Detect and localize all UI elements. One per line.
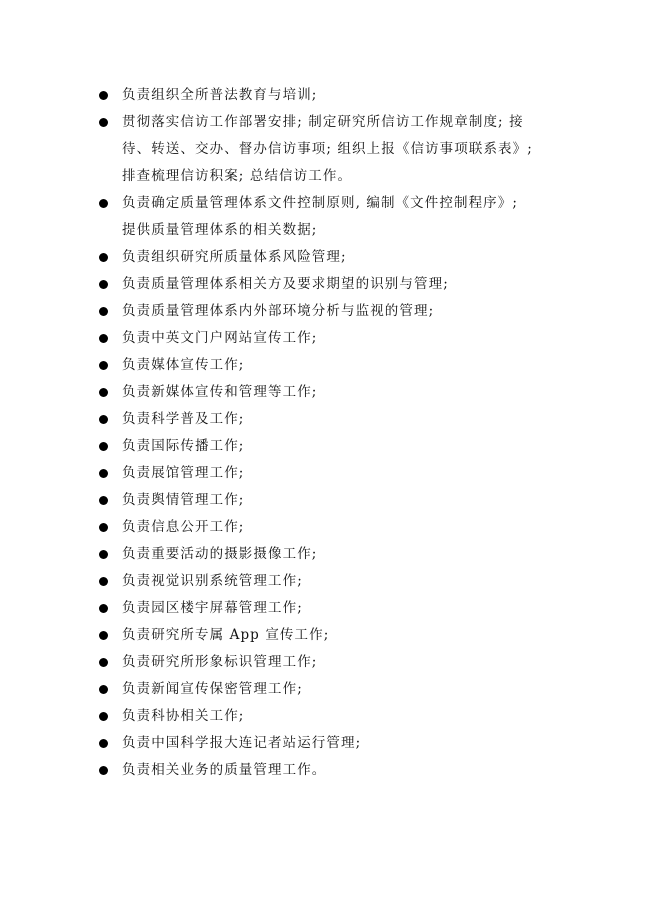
list-item-text: 负责重要活动的摄影摄像工作;	[122, 546, 318, 562]
bullet-icon	[99, 469, 108, 478]
list-item	[94, 244, 564, 271]
list-item-text: 负责新媒体宣传和管理等工作;	[122, 384, 318, 400]
list-item	[94, 271, 564, 298]
list-item	[94, 109, 564, 190]
list-item-text: 贯彻落实信访工作部署安排; 制定研究所信访工作规章制度; 接	[122, 114, 524, 130]
list-item	[94, 352, 564, 379]
list-item-text: 负责园区楼宇屏幕管理工作;	[122, 600, 303, 616]
bullet-icon	[99, 604, 108, 613]
bullet-icon	[99, 388, 108, 397]
list-item	[94, 676, 564, 703]
list-item	[94, 325, 564, 352]
list-item-text: 负责媒体宣传工作;	[122, 357, 245, 373]
bullet-icon	[99, 307, 108, 316]
list-item-text: 负责中英文门户网站宣传工作;	[122, 330, 318, 346]
list-item-text: 负责质量管理体系内外部环境分析与监视的管理;	[122, 303, 435, 319]
bullet-icon	[99, 577, 108, 586]
list-item	[94, 622, 564, 649]
bullet-icon	[99, 91, 108, 100]
list-item	[94, 460, 564, 487]
list-item-text: 负责中国科学报大连记者站运行管理;	[122, 735, 362, 751]
list-item	[94, 298, 564, 325]
bullet-icon	[99, 442, 108, 451]
list-item	[94, 541, 564, 568]
list-item	[94, 703, 564, 730]
bullet-icon	[99, 523, 108, 532]
list-item	[94, 82, 564, 109]
list-item-text: 负责确定质量管理体系文件控制原则, 编制《文件控制程序》;	[122, 195, 519, 211]
list-item	[94, 514, 564, 541]
list-item-text: 负责研究所形象标识管理工作;	[122, 654, 318, 670]
list-item-text: 提供质量管理体系的相关数据;	[122, 222, 318, 238]
bullet-icon	[99, 658, 108, 667]
list-item-text: 负责组织全所普法教育与培训;	[122, 87, 318, 103]
list-item-text: 负责相关业务的质量管理工作。	[122, 762, 327, 778]
list-item-text: 负责信息公开工作;	[122, 519, 245, 535]
bullet-icon	[99, 280, 108, 289]
list-item	[94, 487, 564, 514]
list-item-text: 负责组织研究所质量体系风险管理;	[122, 249, 347, 265]
list-item	[94, 379, 564, 406]
list-item-text: 负责科协相关工作;	[122, 708, 245, 724]
bullet-icon	[99, 496, 108, 505]
bullet-icon	[99, 199, 108, 208]
list-item-text: 负责舆情管理工作;	[122, 492, 245, 508]
list-item	[94, 568, 564, 595]
bullet-icon	[99, 685, 108, 694]
list-item	[94, 595, 564, 622]
bullet-icon	[99, 766, 108, 775]
list-item-text: 负责展馆管理工作;	[122, 465, 245, 481]
list-item	[94, 406, 564, 433]
list-item-text: 负责研究所专属 App 宣传工作;	[122, 627, 330, 643]
bullet-icon	[99, 712, 108, 721]
list-item	[94, 190, 564, 244]
bullet-icon	[99, 334, 108, 343]
list-item-text: 负责新闻宣传保密管理工作;	[122, 681, 303, 697]
list-item	[94, 433, 564, 460]
list-item-text: 待、转送、交办、督办信访事项; 组织上报《信访事项联系表》;	[122, 141, 533, 157]
responsibility-list	[94, 82, 564, 784]
list-item-text: 排查梳理信访积案; 总结信访工作。	[122, 168, 353, 184]
list-item	[94, 649, 564, 676]
list-item	[94, 730, 564, 757]
bullet-icon	[99, 118, 108, 127]
list-item-text: 负责国际传播工作;	[122, 438, 245, 454]
list-item	[94, 757, 564, 784]
list-item-text: 负责科学普及工作;	[122, 411, 245, 427]
list-item-text: 负责视觉识别系统管理工作;	[122, 573, 303, 589]
list-item-text: 负责质量管理体系相关方及要求期望的识别与管理;	[122, 276, 449, 292]
bullet-icon	[99, 415, 108, 424]
bullet-icon	[99, 631, 108, 640]
bullet-icon	[99, 253, 108, 262]
bullet-icon	[99, 361, 108, 370]
bullet-icon	[99, 739, 108, 748]
bullet-icon	[99, 550, 108, 559]
